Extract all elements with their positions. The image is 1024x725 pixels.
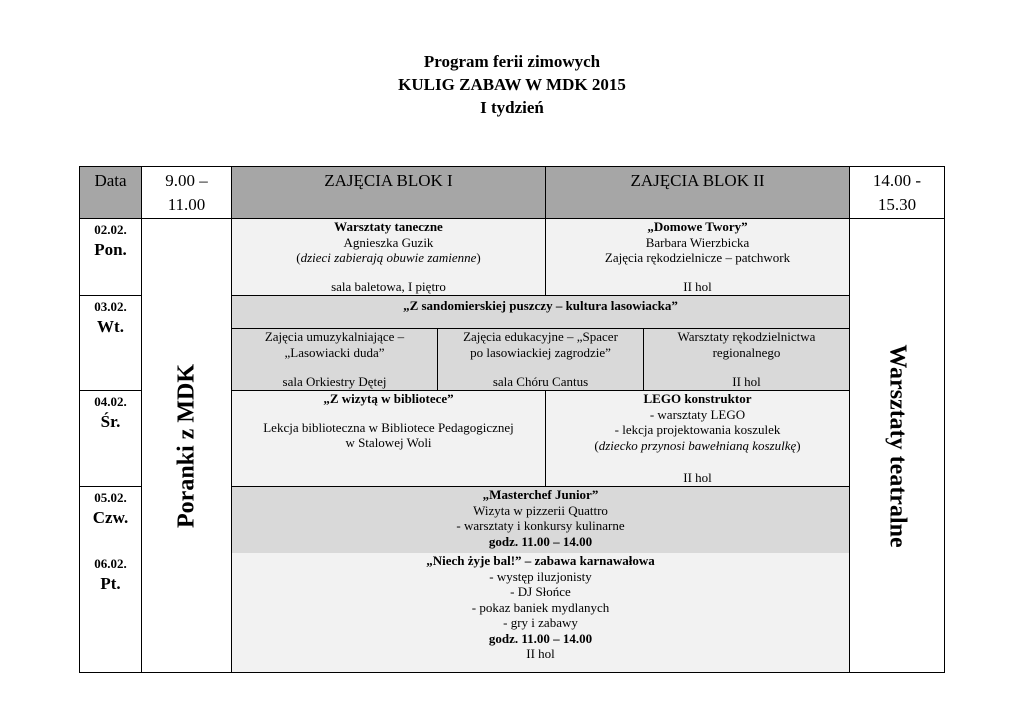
tue-activity-2: Zajęcia edukacyjne – „Spacer po lasowiackiej zagrodzie” sala Chóru Cantus [438,329,644,390]
afternoon-column-fri [850,553,945,672]
table-row-mon [80,219,945,296]
day-cell-mon: 02.02. Pon. [80,219,142,296]
wed-block-2: LEGO konstruktor - warsztaty LEGO - lekcja projektowania koszulek (dziecko przynosi bawełnianą koszulkę) II hol [546,391,850,487]
table-header-row [80,167,945,219]
header-block-1: ZAJĘCIA BLOK I [232,167,546,219]
tue-activities [232,329,850,391]
day-cell-thu: 05.02. Czw. [80,487,142,554]
header-morning: 9.00 – 11.00 [142,167,232,219]
wed-block-1: „Z wizytą w bibliotece” Lekcja biblioteczna w Bibliotece Pedagogicznej w Stalowej Woli [232,391,546,487]
mon-block-1: Warsztaty taneczne Agnieszka Guzik (dzieci zabierają obuwie zamienne) sala baletowa, I piętro [232,219,546,296]
day-cell-wed: 04.02. Śr. [80,391,142,487]
header-title: Program ferii zimowych [423,52,601,71]
day-cell-fri: 06.02. Pt. [80,553,142,672]
morning-column-fri [142,553,232,672]
header-week: I tydzień [480,98,544,117]
tue-activity-3: Warsztaty rękodzielnictwa regionalnego II hol [677,329,816,389]
header-block-2: ZAJĘCIA BLOK II [546,167,850,219]
morning-label: Poranki z MDK [173,364,199,528]
document-header [0,50,1024,119]
morning-column [142,219,232,554]
header-subtitle: KULIG ZABAW W MDK 2015 [398,75,626,94]
schedule-table [79,166,945,554]
thu-block: „Masterchef Junior” Wizyta w pizzerii Quattro - warsztaty i konkursy kulinarne godz. 11.00 – 14.00 [232,487,850,554]
header-date: Data [80,167,142,219]
afternoon-column [850,219,945,554]
mon-block-2: „Domowe Twory” Barbara Wierzbicka Zajęcia rękodzielnicze – patchwork II hol [546,219,850,296]
header-afternoon: 14.00 - 15.30 [850,167,945,219]
table-row-fri [80,553,945,672]
fri-block: „Niech żyje bal!” – zabawa karnawałowa - występ iluzjonisty - DJ Słońce - pokaz baniek mydlanych - gry i zabawy godz. 11.00 – 14.00 II hol [232,553,850,672]
day-cell-tue: 03.02. Wt. [80,296,142,391]
schedule-table-friday [79,553,945,673]
tue-theme: „Z sandomierskiej puszczy – kultura lasowiacka” [232,296,850,329]
tue-activity-1: Zajęcia umuzykalniające – „Lasowiacki duda” sala Orkiestry Dętej [232,329,438,390]
afternoon-label: Warsztaty teatralne [884,344,911,548]
